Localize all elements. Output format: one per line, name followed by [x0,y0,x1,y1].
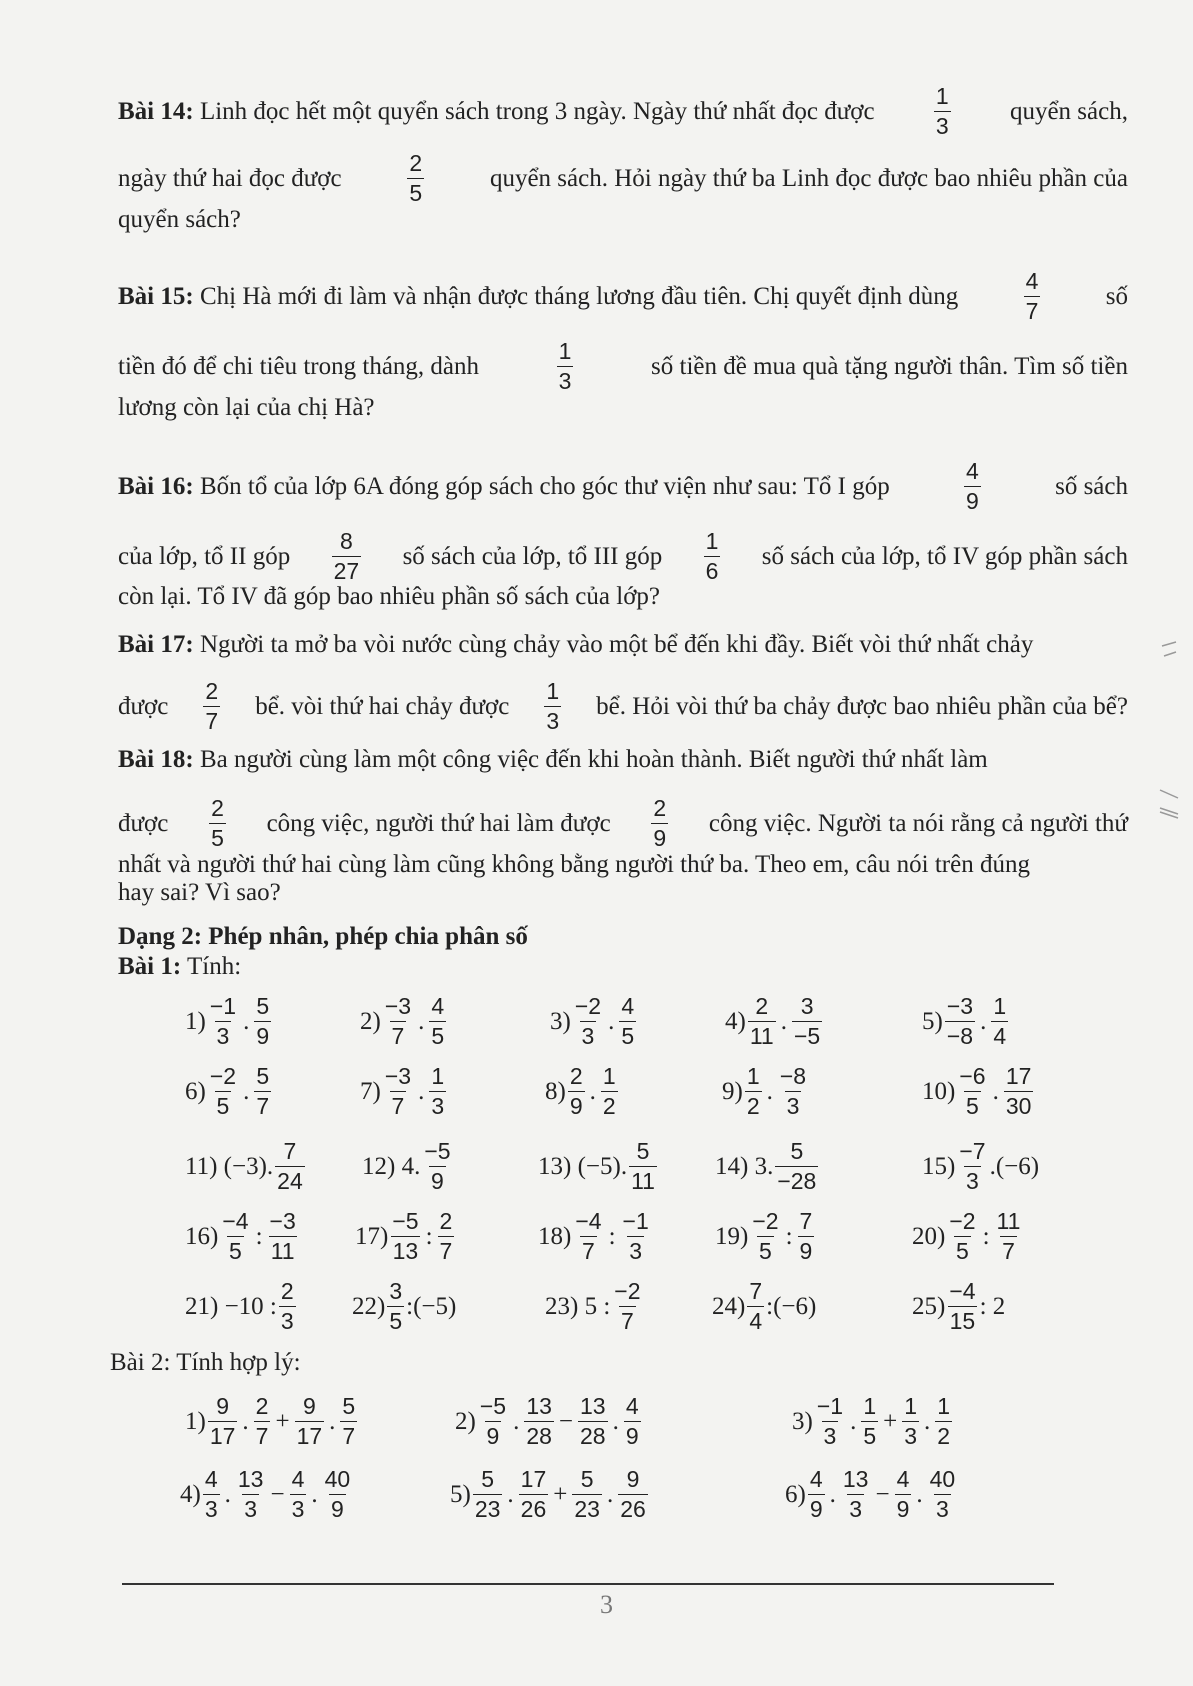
fraction: $\frac{13}{28}$ [526,1393,552,1449]
bai2-index: 2) [455,1407,476,1435]
fraction: $\frac{5}{23}$ [474,1466,501,1522]
exercise-2: 2) $\frac{-3}{7}$ . $\frac{4}{5}$ [360,993,445,1049]
fraction: $\frac{4}{3}$ [204,1466,218,1522]
exercise-4: 4) $\frac{2}{11}$ . $\frac{3}{-5}$ [725,993,821,1049]
p18-text: Ba người cùng làm một công việc đến khi hoàn thành. Biết người thứ nhất làm [199,746,988,773]
p14-line1 [118,85,1128,138]
fraction: $\frac{4}{9}$ [809,1466,823,1522]
exercise-7: 7) $\frac{-3}{7}$ . $\frac{1}{3}$ [360,1063,445,1119]
operator: . [329,1407,336,1435]
p16-label: Bài 16: [118,472,194,500]
exercise-14: 14) 3. $\frac{5}{-28}$ [715,1138,817,1194]
operator: − [270,1480,285,1508]
p18-text: công việc. Người ta nói rằng cả người thứ [708,809,1128,837]
p16-text: số sách của lớp, tổ IV góp phần sách [761,542,1128,570]
p18-text: công việc, người thứ hai làm được [266,809,611,837]
bai2-index: 4) [180,1480,201,1508]
p14-line3: quyển sách? [118,206,241,233]
fraction: $\frac{13}{3}$ [842,1466,869,1522]
fraction: $\frac{13}{3}$ [237,1466,264,1522]
p18-label: Bài 18: [118,746,194,773]
p18-fraction-2: $\frac{2}{9}$ [653,795,667,851]
fraction: $\frac{9}{17}$ [296,1393,323,1449]
bai1-heading [118,952,1128,982]
operator: . [311,1480,318,1508]
exercise-17: 17) $\frac{-5}{13}$ : $\frac{2}{7}$ [355,1208,453,1264]
operator: . [513,1407,520,1435]
p16-text: Bốn tổ của lớp 6A đóng góp sách cho góc thư viện như sau: Tổ I góp [199,472,890,500]
bai1-label: Bài 1: [118,953,182,980]
p15-line3: lương còn lại của chị Hà? [118,394,375,421]
bai2-index: 5) [450,1480,471,1508]
exercise-15: 15) $\frac{-7}{3}$ .(−6) [922,1138,1040,1194]
p14-text: quyển sách, [1009,97,1128,125]
exercise-19: 19) $\frac{-2}{5}$ : $\frac{7}{9}$ [715,1208,813,1264]
bai2-index: 6) [785,1480,806,1508]
bai2-expr-1 [185,1395,359,1448]
operator: . [507,1480,514,1508]
exercise-10: 10) $\frac{-6}{5}$ . $\frac{17}{30}$ [922,1063,1032,1119]
p15-label: Bài 15: [118,282,194,310]
exercise-16: 16) $\frac{-4}{5}$ : $\frac{-3}{11}$ [185,1208,296,1264]
p17-text: được [118,692,169,720]
exercise-8: 8) $\frac{2}{9}$ . $\frac{1}{2}$ [545,1063,616,1119]
operator: . [606,1480,614,1508]
exercise-20: 20) $\frac{-2}{5}$ : $\frac{11}{7}$ [912,1208,1021,1264]
p16-line3: còn lại. Tổ IV đã góp bao nhiêu phần số sách của lớp? [118,583,661,610]
fraction: $\frac{40}{9}$ [324,1466,351,1522]
p16-line2 [118,530,1128,583]
exercise-23: 23) 5 : $\frac{-2}{7}$ [545,1278,641,1334]
page-number: 3 [600,1590,613,1619]
p16-fraction-1: $\frac{4}{9}$ [966,458,979,514]
fraction: $\frac{1}{5}$ [863,1393,877,1449]
p15-line1 [118,270,1128,323]
p18-line3: nhất và người thứ hai cùng làm cũng không bằng người thứ ba. Theo em, câu nói trên đúng [118,851,1030,878]
p14-line2 [118,152,1128,205]
fraction: $\frac{5}{23}$ [574,1466,600,1522]
p17-text: bể. Hỏi vòi thứ ba chảy được bao nhiêu phần của bể? [596,692,1128,720]
operator: + [883,1407,898,1435]
fraction: $\frac{-1}{3}$ [816,1393,844,1449]
p18-line1 [118,745,1128,775]
operator: + [275,1407,290,1435]
fraction: $\frac{4}{9}$ [896,1466,910,1522]
fraction: $\frac{1}{3}$ [904,1393,918,1449]
p17-text: Người ta mở ba vòi nước cùng chảy vào một bể đến khi đầy. Biết vòi thứ nhất chảy [199,631,1034,658]
exercise-1: 1) $\frac{-1}{3}$ . $\frac{5}{9}$ [185,993,270,1049]
p14-text: quyển sách. Hỏi ngày thứ ba Linh đọc được bao nhiêu phần của [489,164,1128,192]
fraction: $\frac{17}{26}$ [520,1466,547,1522]
p16-text: số sách [1055,472,1128,500]
bai2-expr-3 [792,1395,954,1448]
fraction: $\frac{1}{2}$ [937,1393,951,1449]
p18-text: được [118,809,169,837]
fraction: $\frac{2}{7}$ [255,1393,269,1449]
exercise-12: 12) 4. $\frac{-5}{9}$ [362,1138,451,1194]
fraction: $\frac{4}{3}$ [291,1466,305,1522]
p15-text: Chị Hà mới đi làm và nhận được tháng lương đầu tiên. Chị quyết định dùng [199,282,959,310]
fraction: $\frac{-5}{9}$ [479,1393,507,1449]
exercise-6: 6) $\frac{-2}{5}$ . $\frac{5}{7}$ [185,1063,270,1119]
p16-text: số sách của lớp, tổ III góp [402,542,663,570]
exercise-22: 22) $\frac{3}{5}$ :(−5) [352,1278,457,1334]
operator: . [916,1480,923,1508]
bai2-expr-4 [180,1468,354,1521]
fraction: $\frac{9}{17}$ [209,1393,236,1449]
exercise-11: 11) (−3). $\frac{7}{24}$ [185,1138,303,1194]
exercise-3: 3) $\frac{-2}{3}$ . $\frac{4}{5}$ [550,993,635,1049]
bai2-expr-2 [455,1395,643,1448]
p14-fraction-1: $\frac{1}{3}$ [935,83,949,139]
p16-line1 [118,460,1128,513]
margin-mark [1158,780,1182,820]
fraction: $\frac{5}{7}$ [342,1393,356,1449]
margin-mark [1160,640,1180,670]
p17-text: bể. vòi thứ hai chảy được [255,692,510,720]
exercise-5: 5) $\frac{-3}{-8}$ . $\frac{1}{4}$ [922,993,1007,1049]
p15-fraction-2: $\frac{1}{3}$ [558,338,572,394]
p15-text: số tiền đề mua quà tặng người thân. Tìm số tiền [651,352,1128,380]
operator: . [924,1407,931,1435]
bai2-index: 1) [185,1407,206,1435]
operator: − [875,1480,890,1508]
operator: + [553,1480,568,1508]
p16-fraction-3: $\frac{1}{6}$ [705,528,719,584]
p14-text: Linh đọc hết một quyển sách trong 3 ngày. Ngày thứ nhất đọc được [199,97,875,125]
p14-label: Bài 14: [118,97,194,125]
p18-line2 [118,797,1128,850]
operator: . [850,1407,857,1435]
fraction: $\frac{4}{9}$ [625,1393,639,1449]
bai2-expr-5 [450,1468,650,1521]
exercise-18: 18) $\frac{-4}{7}$ : $\frac{-1}{3}$ [538,1208,649,1264]
p16-fraction-2: $\frac{8}{27}$ [333,528,360,584]
bai2-expr-6 [785,1468,959,1521]
fraction: $\frac{9}{26}$ [620,1466,646,1522]
p17-fraction-1: $\frac{2}{7}$ [205,678,219,734]
footer-rule [122,1583,1054,1585]
p15-text: tiền đó để chi tiêu trong tháng, dành [118,352,480,380]
p15-line2 [118,340,1128,393]
p16-text: của lớp, tổ II góp [118,542,291,570]
operator: . [612,1407,619,1435]
exercise-24: 24) $\frac{7}{4}$ :(−6) [712,1278,817,1334]
p18-fraction-1: $\frac{2}{5}$ [211,795,224,851]
bai2-title: Bài 2: Tính hợp lý: [110,1349,301,1376]
p15-text: số [1105,282,1128,310]
exercise-25: 25) $\frac{-4}{15}$ : 2 [912,1278,1006,1334]
p17-line2 [118,680,1128,733]
p17-line1 [118,630,1128,660]
p17-fraction-2: $\frac{1}{3}$ [546,678,560,734]
operator: . [224,1480,231,1508]
bai1-text: Tính: [187,953,242,980]
fraction: $\frac{40}{3}$ [929,1466,956,1522]
exercise-21: 21) −10 : $\frac{2}{3}$ [185,1278,294,1334]
section-title: Dạng 2: Phép nhân, phép chia phân số [118,923,528,950]
p17-label: Bài 17: [118,631,194,658]
p18-line4: hay sai? Vì sao? [118,879,281,906]
operator: − [558,1407,574,1435]
p15-fraction-1: $\frac{4}{7}$ [1025,268,1039,324]
operator: . [829,1480,836,1508]
operator: . [242,1407,249,1435]
p14-text: ngày thứ hai đọc được [118,164,342,192]
bai2-index: 3) [792,1407,813,1435]
p14-fraction-2: $\frac{2}{5}$ [409,150,423,206]
fraction: $\frac{13}{28}$ [580,1393,606,1449]
exercise-9: 9) $\frac{1}{2}$ . $\frac{-8}{3}$ [722,1063,807,1119]
exercise-13: 13) (−5). $\frac{5}{11}$ [538,1138,655,1194]
